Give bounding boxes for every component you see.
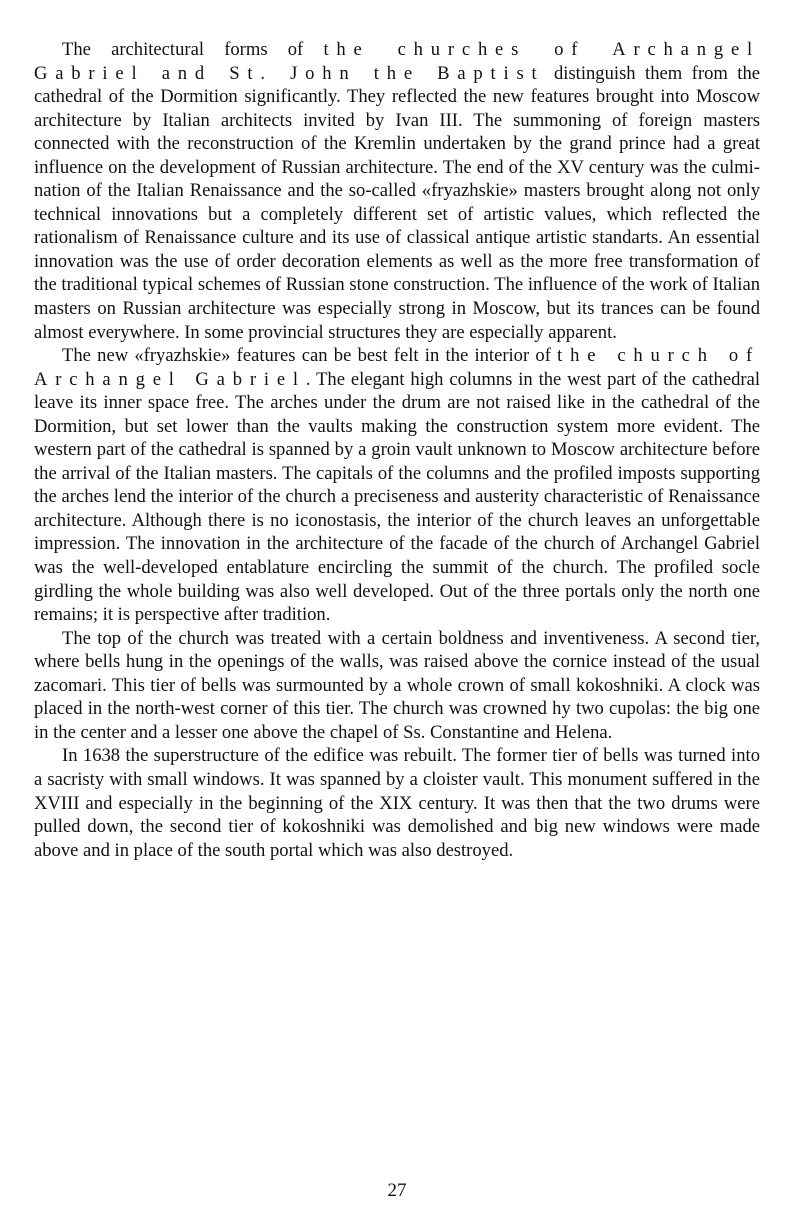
paragraph-1 (34, 38, 760, 344)
paragraph-1-spaced-church-names: the churches of Archangel Gabriel and St. John the Baptist (34, 39, 760, 84)
page-number: 27 (387, 1180, 407, 1201)
paragraph-2 (34, 344, 760, 627)
paragraph-1-text-2: distinguish them from the cathedral of the Dormition significantly. They reflected the new features brought into Moscow architecture by Italian architects invited by Ivan III. The summoning of foreign masters connected with the reconstruction of the Kremlin undertaken by the grand prince had a great influence on the development of Russian architecture. The end of the XV century was the culmination of the Italian Renaissance and the so-called «fryazhskie» masters brought along not only technical innovations but a completely different set of artistic values, which reflected the rationalism of Renaissance culture and its use of classical antique artistic standarts. An essential innovation was the use of order decoration elements as well as the more free transformation of the traditional typical schemes of Russian stone construction. The influence of the work of Italian masters on Russian architecture was especially strong in Moscow, but its trances can be found almost everywhere. In some provincial structures they are especially apparent. (34, 62, 760, 343)
paragraph-3 (34, 627, 760, 745)
page-body (34, 38, 760, 862)
paragraph-3-text-1: The top of the church was treated with a certain boldness and inventiveness. A second tier, where bells hung in the openings of the walls, was raised above the cornice instead of the usual zacomari. This tier of bells was surmounted by a whole crown of small kokoshniki. A clock was placed in the north-west corner of this tier. The church was crowned hy two cupolas: the big one in the center and a lesser one above the chapel of Ss. Constantine and Helena. (34, 627, 760, 743)
paragraph-4 (34, 744, 760, 862)
paragraph-4-text-1: In 1638 the superstructure of the edifice was rebuilt. The former tier of bells was turned into a sacristy with small windows. It was spanned by a cloister vault. This monument suffered in the XVIII and especially in the beginning of the XIX century. It was then that the two drums were pulled down, the second tier of kokoshniki was demolished and big new windows were made above and in place of the south portal which was also destroyed. (34, 745, 760, 861)
paragraph-2-text-1: The new «fryazhskie» features can be best felt in the interior of (62, 345, 558, 367)
paragraph-1-text-1: The architectural forms of (62, 39, 324, 60)
paragraph-2-text-2: . The elegant high columns in the west part of the cathedral leave its inner space free. The arches under the drum are not raised like in the cathedral of the Dormition, but set lower than the vaults making the construction system more evident. The western part of the cathedral is spanned by a groin vault unknown to Moscow architecture before the arrival of the Italian masters. The capitals of the columns and the profiled imposts supporting the arches lend the interior of the church a preciseness and austerity characteristic of Renaissance architecture. Although there is no iconostasis, the interior of the church leaves an unforgettable impression. The innovation in the architecture of the facade of the church of Archangel Gabriel was the well-developed entablature encircling the summit of the church. The profiled socle girdling the whole building was also well developed. Out of the three portals only the north one remains; it is perspective after tradition. (34, 368, 760, 626)
paragraph-2-spaced-church-name: the church of Archangel Gabriel (34, 345, 760, 390)
